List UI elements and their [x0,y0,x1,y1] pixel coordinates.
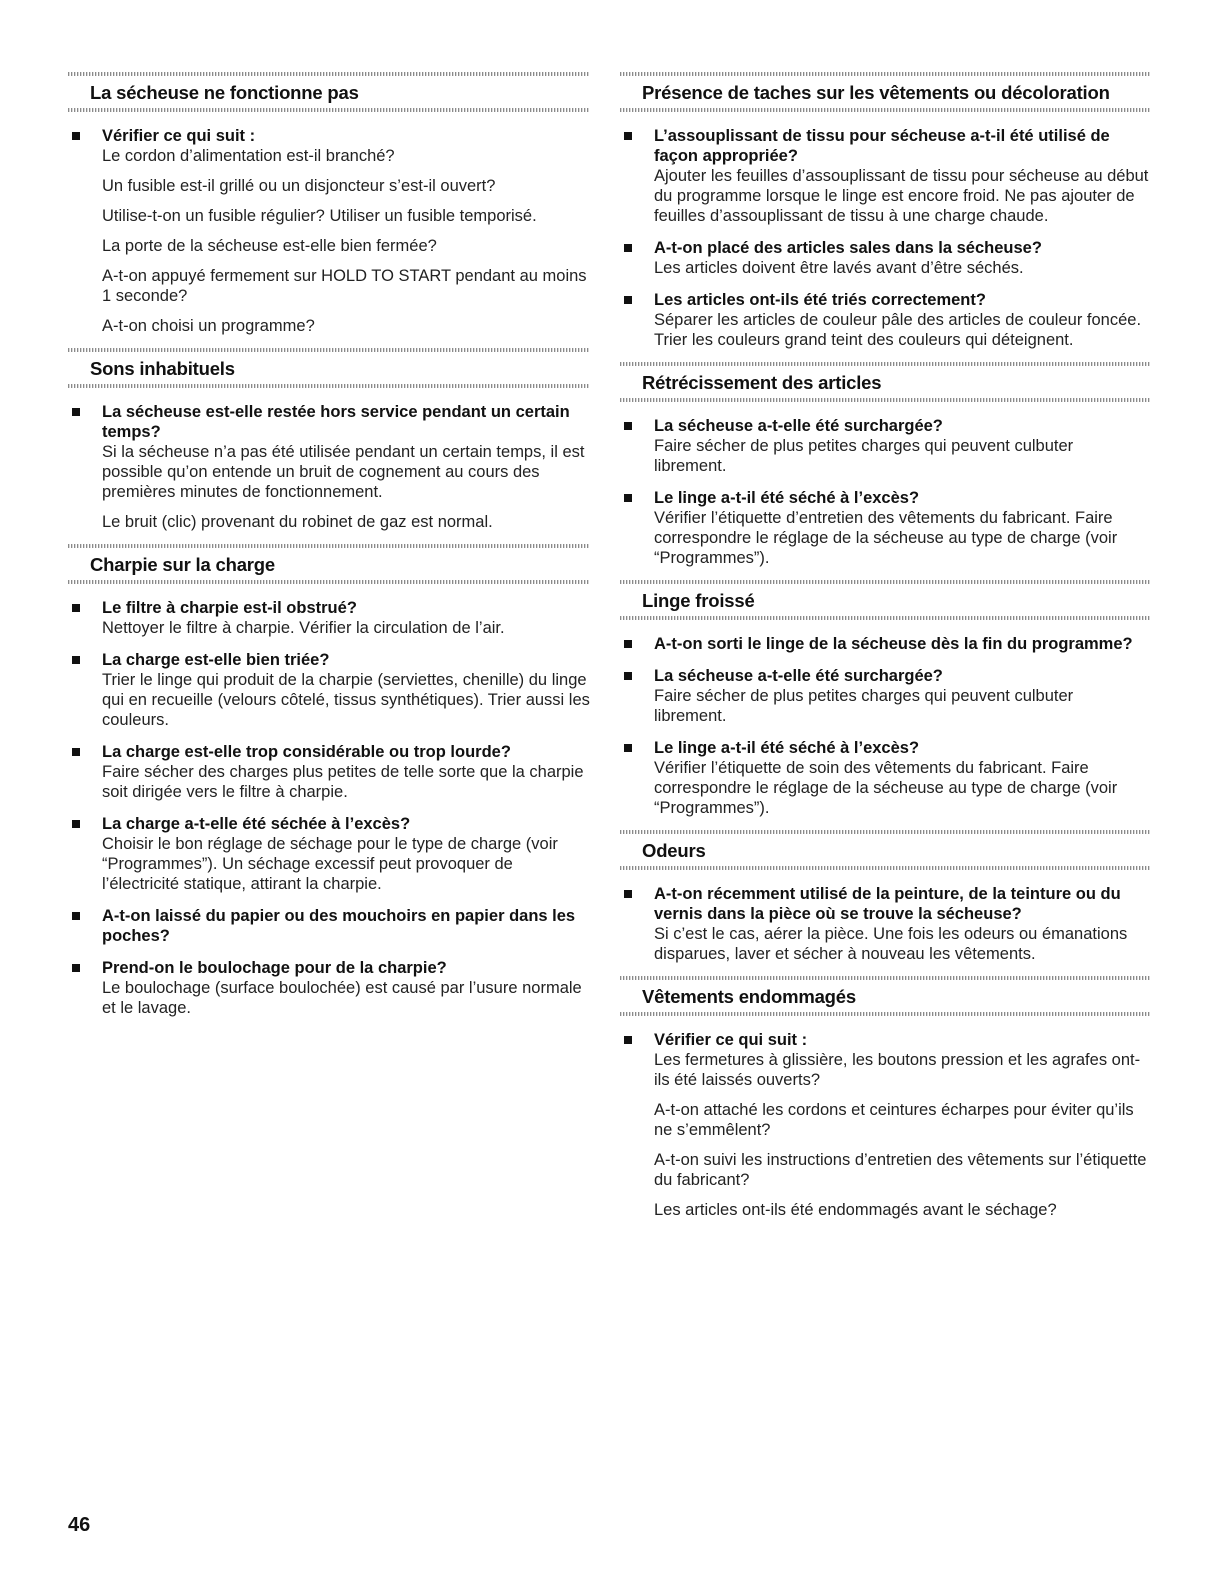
square-bullet-icon [72,912,80,920]
answer-paragraph: A-t-on attaché les cordons et ceintures écharpes pour éviter qu’ils ne s’emmêlent? [654,1101,1134,1139]
answer: Choisir le bon réglage de séchage pour le type de charge (voir “Programmes”). Un séchage excessif peut provoquer de l’électricité statique, attirant la charpie. [102,835,558,893]
square-bullet-icon [624,640,632,648]
checklist-item [68,742,590,802]
section-odors [620,830,1150,964]
section-lint-on-load [68,544,590,1018]
square-bullet-icon [624,244,632,252]
answer: Vérifier l’étiquette de soin des vêtements du fabricant. Faire correspondre le réglage de la sécheuse au type de charge (voir “Programmes”). [654,759,1118,817]
checklist-item [620,666,1150,726]
square-bullet-icon [72,964,80,972]
checklist-item [620,290,1150,350]
section-wrinkled-laundry [620,580,1150,818]
square-bullet-icon [72,820,80,828]
section-unusual-sounds [68,348,590,532]
question: La sécheuse a-t-elle été surchargée? [654,667,943,685]
square-bullet-icon [72,132,80,140]
section-damaged-garments [620,976,1150,1220]
square-bullet-icon [624,1036,632,1044]
answer: Séparer les articles de couleur pâle des articles de couleur foncée. Trier les couleurs grand teint des couleurs qui déteignent. [654,311,1142,349]
answer: Nettoyer le filtre à charpie. Vérifier la circulation de l’air. [102,619,505,637]
right-column [620,72,1150,1232]
answer: Trier le linge qui produit de la charpie (serviettes, chenille) du linge qui en recueille (velours côtelé, tissus synthétiques). Trier aussi les couleurs. [102,671,590,729]
section-title: Vêtements endommagés [642,986,856,1007]
square-bullet-icon [624,296,632,304]
section-header [620,976,1150,1016]
section-title: La sécheuse ne fonctionne pas [90,82,359,103]
answer: Si la sécheuse n’a pas été utilisée pendant un certain temps, il est possible qu’on entende un bruit de cognement au cours des premières minutes de fonctionnement. [102,443,585,501]
square-bullet-icon [624,132,632,140]
square-bullet-icon [72,408,80,416]
section-title: Charpie sur la charge [90,554,275,575]
square-bullet-icon [624,744,632,752]
section-title: Linge froissé [642,590,755,611]
answer-paragraph: Utilise-t-on un fusible régulier? Utiliser un fusible temporisé. [102,207,537,225]
question: A-t-on récemment utilisé de la peinture, de la teinture ou du vernis dans la pièce où se trouve la sécheuse? [654,885,1121,923]
question: A-t-on placé des articles sales dans la sécheuse? [654,239,1042,257]
checklist-item [620,738,1150,818]
answer-paragraph: A-t-on choisi un programme? [102,317,315,335]
answer: Les articles doivent être lavés avant d’être séchés. [654,259,1024,277]
answer-paragraph: A-t-on suivi les instructions d’entretien des vêtements sur l’étiquette du fabricant? [654,1151,1147,1189]
answer: Ajouter les feuilles d’assouplissant de tissu pour sécheuse au début du programme lorsque le linge est encore froid. Ne pas ajouter de feuilles d’assouplissant de tissu à une charge chaude. [654,167,1149,225]
question: La sécheuse est-elle restée hors service pendant un certain temps? [102,403,570,441]
question: Le linge a-t-il été séché à l’excès? [654,739,920,757]
checklist-item [68,126,590,336]
question: La sécheuse a-t-elle été surchargée? [654,417,943,435]
square-bullet-icon [624,422,632,430]
section-title: Odeurs [642,840,706,861]
answer: Le boulochage (surface boulochée) est causé par l’usure normale et le lavage. [102,979,582,1017]
section-dryer-not-working [68,72,590,336]
answer: Faire sécher des charges plus petites de telle sorte que la charpie soit dirigée vers le filtre à charpie. [102,763,584,801]
question: Les articles ont-ils été triés correctement? [654,291,986,309]
section-header [620,830,1150,870]
answer-paragraph: La porte de la sécheuse est-elle bien fermée? [102,237,437,255]
question: Prend-on le boulochage pour de la charpie? [102,959,447,977]
checklist-item [68,402,590,532]
question: La charge est-elle trop considérable ou trop lourde? [102,743,511,761]
section-header [68,72,590,112]
square-bullet-icon [624,672,632,680]
section-shrinkage [620,362,1150,568]
checklist-item [620,126,1150,226]
checklist-item [620,488,1150,568]
question: Le linge a-t-il été séché à l’excès? [654,489,920,507]
checklist-item [620,238,1150,278]
section-header [620,580,1150,620]
checklist-item [68,906,590,946]
question: A-t-on laissé du papier ou des mouchoirs en papier dans les poches? [102,907,576,945]
checklist-item [68,598,590,638]
question: La charge est-elle bien triée? [102,651,330,669]
section-header [620,72,1150,112]
question: La charge a-t-elle été séchée à l’excès? [102,815,411,833]
answer: Si c’est le cas, aérer la pièce. Une fois les odeurs ou émanations disparues, laver et sécher à nouveau les vêtements. [654,925,1128,963]
section-title: Rétrécissement des articles [642,372,882,393]
answer-paragraph: Les articles ont-ils été endommagés avant le séchage? [654,1201,1057,1219]
square-bullet-icon [72,656,80,664]
page-number: 46 [68,1514,91,1536]
answer: Faire sécher de plus petites charges qui peuvent culbuter librement. [654,687,1074,725]
question: L’assouplissant de tissu pour sécheuse a-t-il été utilisé de façon appropriée? [654,127,1110,165]
square-bullet-icon [72,604,80,612]
answer: Vérifier l’étiquette d’entretien des vêtements du fabricant. Faire correspondre le réglage de la sécheuse au type de charge (voir “Programmes”). [654,509,1118,567]
checklist-item [620,1030,1150,1220]
answer: Les fermetures à glissière, les boutons pression et les agrafes ont-ils été laissés ouverts? [654,1051,1141,1089]
question: Vérifier ce qui suit : [102,127,256,145]
checklist-item [620,634,1150,654]
left-column [68,72,590,1030]
checklist-item [620,884,1150,964]
section-header [68,348,590,388]
square-bullet-icon [72,748,80,756]
answer-paragraph: Un fusible est-il grillé ou un disjoncteur s’est-il ouvert? [102,177,496,195]
section-title: Sons inhabituels [90,358,235,379]
section-header [68,544,590,584]
answer-paragraph: A-t-on appuyé fermement sur HOLD TO START pendant au moins 1 seconde? [102,267,587,305]
checklist-item [68,650,590,730]
answer-paragraph: Le bruit (clic) provenant du robinet de gaz est normal. [102,513,493,531]
question: A-t-on sorti le linge de la sécheuse dès la fin du programme? [654,635,1133,653]
square-bullet-icon [624,890,632,898]
answer: Faire sécher de plus petites charges qui peuvent culbuter librement. [654,437,1074,475]
question: Le filtre à charpie est-il obstrué? [102,599,357,617]
question: Vérifier ce qui suit : [654,1031,808,1049]
square-bullet-icon [624,494,632,502]
checklist-item [620,416,1150,476]
section-header [620,362,1150,402]
answer: Le cordon d’alimentation est-il branché? [102,147,395,165]
section-title: Présence de taches sur les vêtements ou décoloration [642,82,1110,103]
checklist-item [68,958,590,1018]
checklist-item [68,814,590,894]
section-stains-discoloration [620,72,1150,350]
